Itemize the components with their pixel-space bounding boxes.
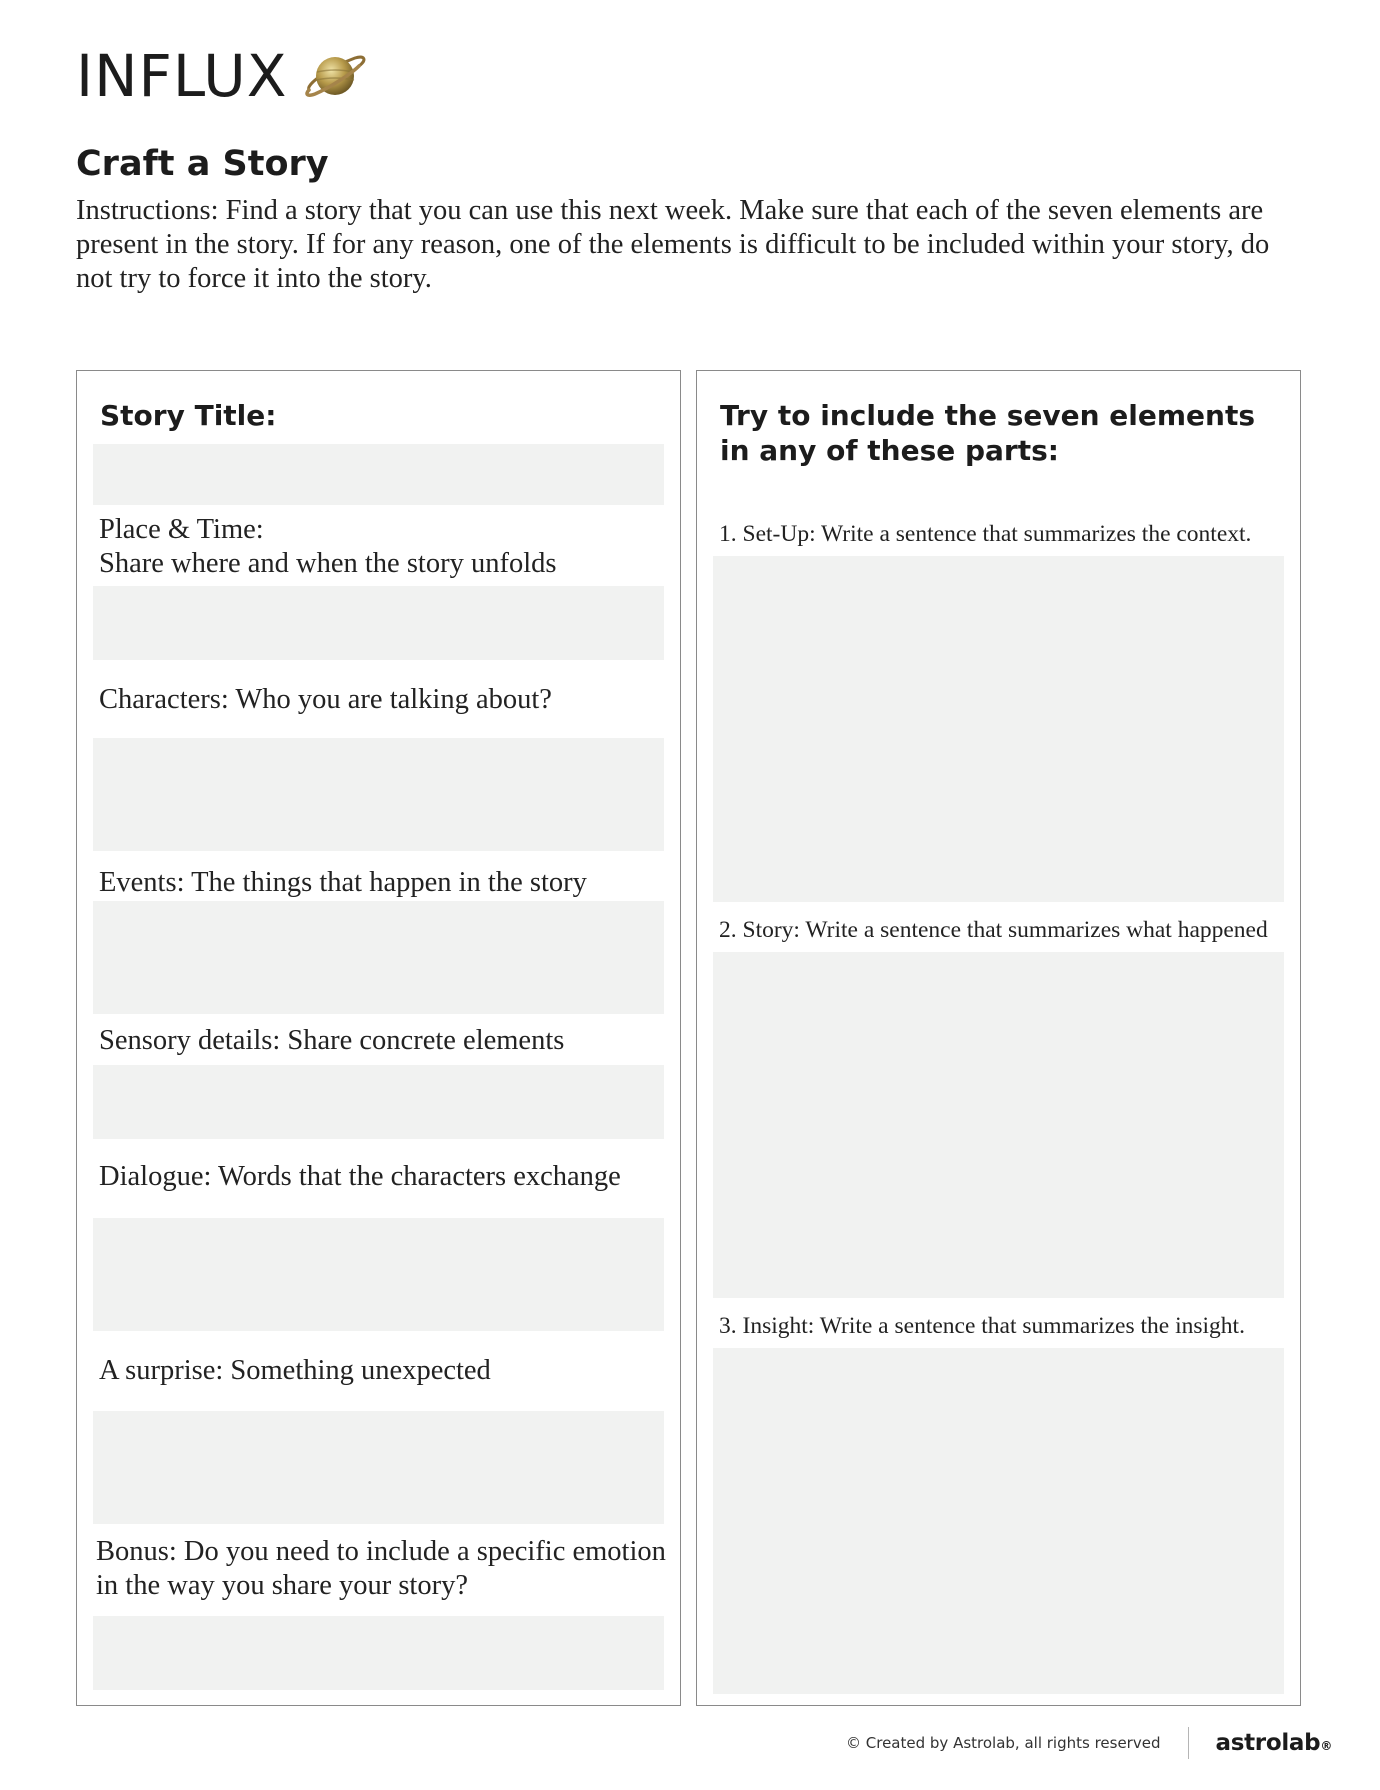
story-label: 2. Story: Write a sentence that summarizes what happened	[719, 917, 1268, 943]
dialogue-label: Dialogue: Words that the characters exchange	[99, 1161, 621, 1192]
setup-field[interactable]	[713, 556, 1284, 902]
story-elements-panel	[76, 370, 681, 1706]
footer-divider	[1188, 1727, 1189, 1759]
astrolab-logo	[1215, 1730, 1332, 1756]
events-field[interactable]	[93, 901, 664, 1014]
bonus-field[interactable]	[93, 1616, 664, 1690]
bonus-label: Bonus: Do you need to include a specific emotion	[96, 1536, 666, 1567]
place-time-description: Share where and when the story unfolds	[99, 548, 557, 579]
surprise-field[interactable]	[93, 1411, 664, 1524]
insight-field[interactable]	[713, 1348, 1284, 1694]
surprise-label: A surprise: Something unexpected	[99, 1355, 491, 1386]
story-title-field[interactable]	[93, 444, 664, 505]
events-label: Events: The things that happen in the story	[99, 867, 587, 898]
brand-name: astrolab	[1215, 1730, 1321, 1756]
place-time-field[interactable]	[93, 586, 664, 660]
footer	[846, 1726, 1332, 1760]
sensory-details-field[interactable]	[93, 1065, 664, 1139]
setup-label: 1. Set-Up: Write a sentence that summarizes the context.	[719, 521, 1252, 547]
registered-mark: ®	[1320, 1739, 1333, 1753]
logo	[76, 44, 367, 108]
characters-label: Characters: Who you are talking about?	[99, 684, 552, 715]
bonus-label-continued: in the way you share your story?	[96, 1570, 468, 1601]
dialogue-field[interactable]	[93, 1218, 664, 1331]
ringed-planet-icon	[303, 44, 367, 108]
story-title-label: Story Title:	[100, 399, 277, 432]
sensory-details-label: Sensory details: Share concrete elements	[99, 1025, 565, 1056]
story-field[interactable]	[713, 952, 1284, 1298]
logo-text: INFLUX	[76, 42, 288, 110]
page-title: Craft a Story	[76, 144, 329, 184]
story-parts-panel	[696, 370, 1301, 1706]
instructions-text: Instructions: Find a story that you can use this next week. Make sure that each of the seven elements are present in the story. If for any reason, one of the elements is difficult to be included within your story, do not try to force it into the story.	[76, 195, 1270, 294]
insight-label: 3. Insight: Write a sentence that summarizes the insight.	[719, 1313, 1245, 1339]
copyright-text: © Created by Astrolab, all rights reserved	[846, 1734, 1161, 1752]
place-time-label: Place & Time:	[99, 514, 264, 545]
story-parts-title: Try to include the seven elements in any of these parts:	[720, 399, 1256, 467]
characters-field[interactable]	[93, 738, 664, 851]
